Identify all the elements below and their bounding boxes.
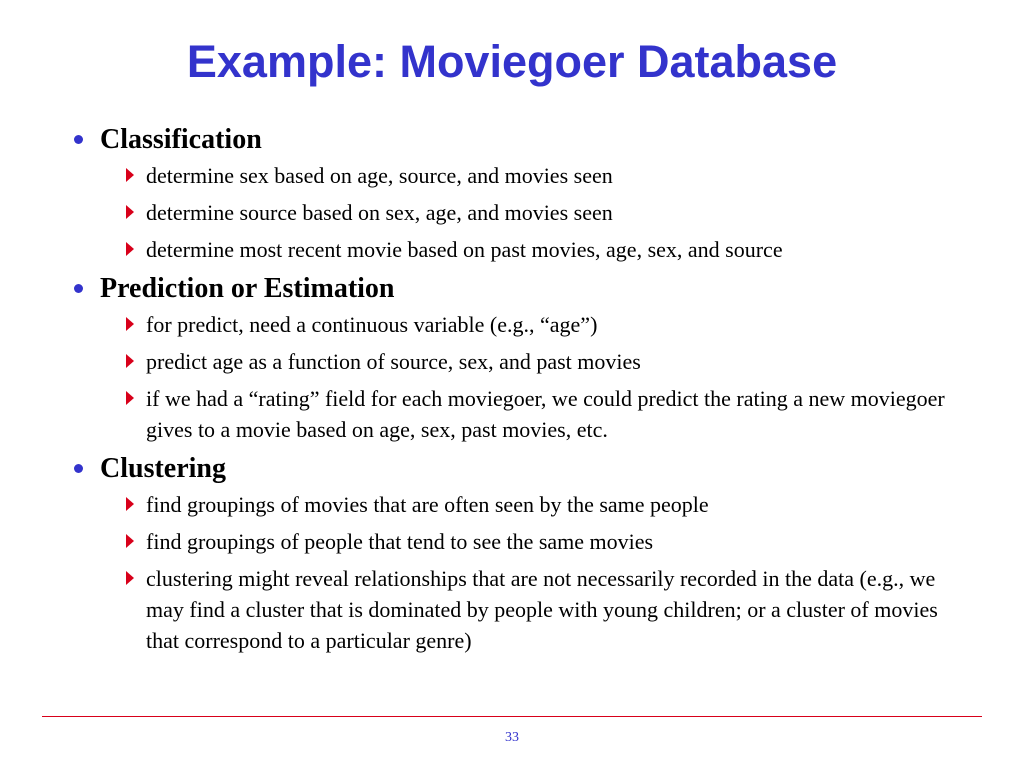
triangle-bullet-icon [126, 168, 134, 182]
bullet-item-prediction [70, 271, 970, 307]
slide-content [70, 122, 970, 662]
sub-list-item [70, 197, 970, 228]
sub-item-text: predict age as a function of source, sex, and past movies [146, 349, 641, 374]
sub-item-text: if we had a “rating” field for each moviegoer, we could predict the rating a new moviegoer gives to a movie based on age, sex, past movies, etc. [146, 386, 945, 442]
section-classification [70, 122, 970, 265]
triangle-bullet-icon [126, 317, 134, 331]
sub-list [70, 309, 970, 445]
section-heading: Prediction or Estimation [100, 273, 395, 304]
triangle-bullet-icon [126, 571, 134, 585]
sub-list-item [70, 489, 970, 520]
sub-list-item [70, 309, 970, 340]
sub-item-text: find groupings of movies that are often seen by the same people [146, 492, 709, 517]
round-bullet-icon [74, 135, 83, 144]
sub-item-text: determine most recent movie based on past movies, age, sex, and source [146, 237, 783, 262]
triangle-bullet-icon [126, 391, 134, 405]
section-prediction [70, 271, 970, 445]
triangle-bullet-icon [126, 497, 134, 511]
sub-list-item [70, 234, 970, 265]
sub-list-item [70, 526, 970, 557]
sub-item-text: determine source based on sex, age, and movies seen [146, 200, 613, 225]
sub-item-text: find groupings of people that tend to see the same movies [146, 529, 654, 554]
triangle-bullet-icon [126, 534, 134, 548]
section-heading: Classification [100, 124, 262, 155]
sub-list-item [70, 346, 970, 377]
sub-item-text: clustering might reveal relationships that are not necessarily recorded in the data (e.g., we may find a cluster that is dominated by people with young children; or a cluster of movies that correspond to a particular genre) [146, 566, 938, 653]
sub-item-text: for predict, need a continuous variable (e.g., “age”) [146, 312, 598, 337]
footer-divider [42, 716, 982, 717]
bullet-item-clustering [70, 451, 970, 487]
sub-list [70, 489, 970, 656]
page-number: 33 [505, 730, 519, 745]
triangle-bullet-icon [126, 354, 134, 368]
section-heading: Clustering [100, 453, 226, 484]
sub-list-item [70, 563, 970, 656]
bullet-item-classification [70, 122, 970, 158]
triangle-bullet-icon [126, 205, 134, 219]
triangle-bullet-icon [126, 242, 134, 256]
sub-list [70, 160, 970, 265]
section-clustering [70, 451, 970, 656]
sub-list-item [70, 160, 970, 191]
slide-title: Example: Moviegoer Database [186, 36, 838, 87]
sub-item-text: determine sex based on age, source, and movies seen [146, 163, 613, 188]
round-bullet-icon [74, 284, 83, 293]
sub-list-item [70, 383, 970, 445]
round-bullet-icon [74, 464, 83, 473]
